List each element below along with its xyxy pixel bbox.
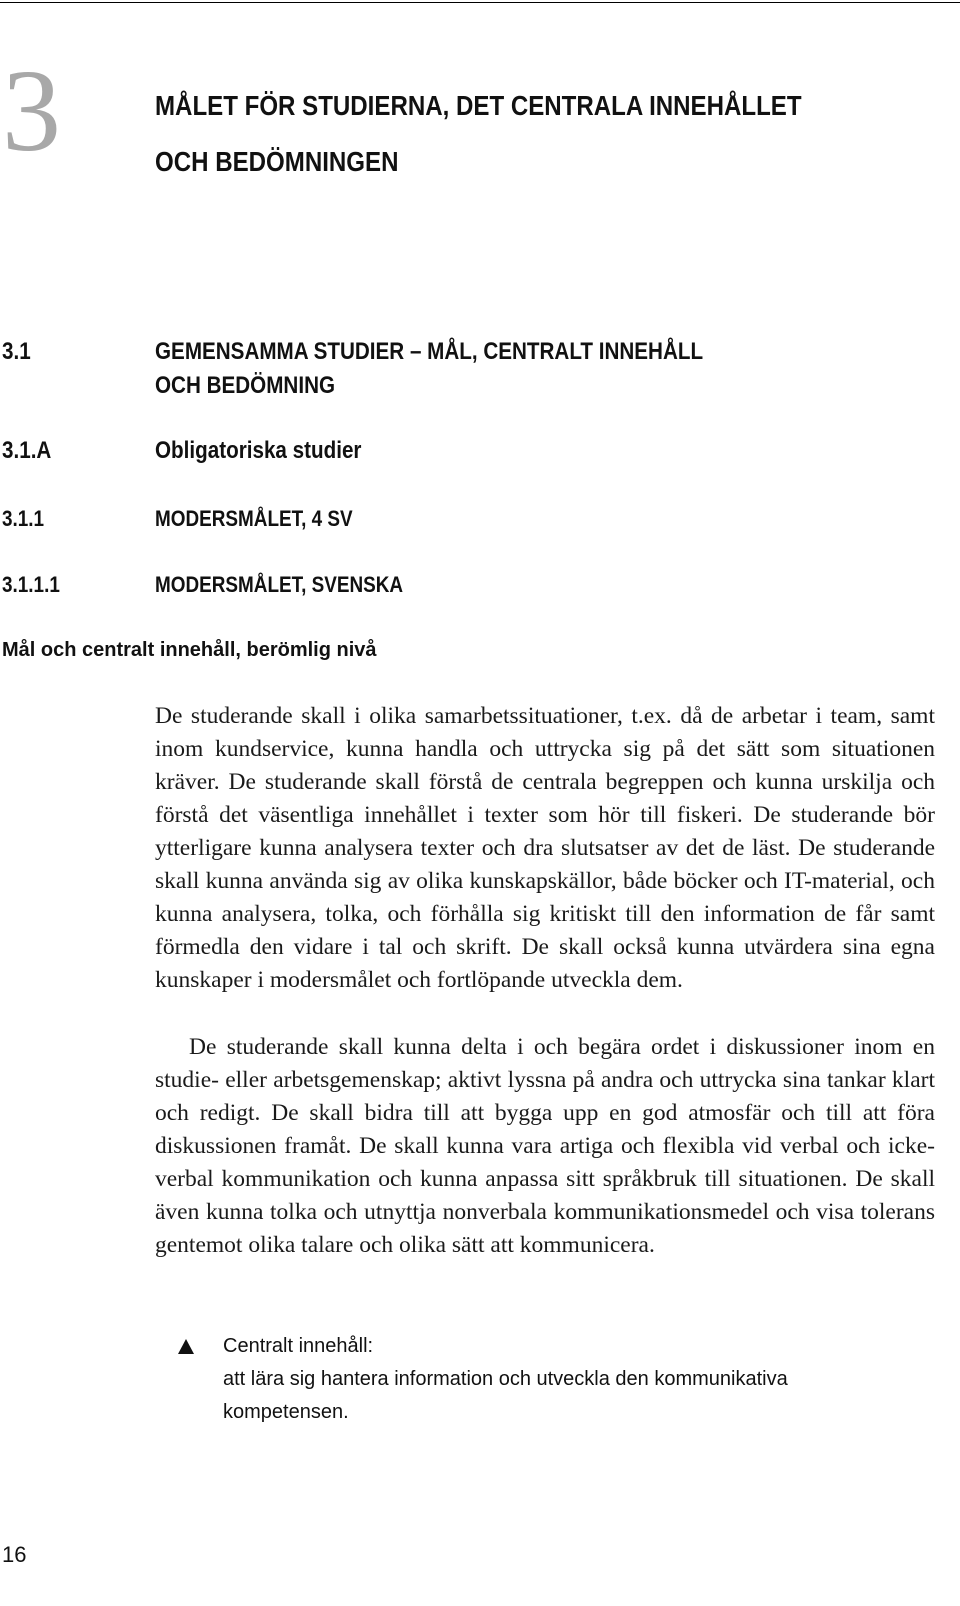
page-number: 16: [2, 1542, 27, 1567]
goal-heading: Mål och centralt innehåll, berömlig nivå: [2, 639, 377, 661]
section-number: 3.1.1.1: [2, 572, 60, 597]
section-title: GEMENSAMMA STUDIER – MÅL, CENTRALT INNEHÅLL OCH BEDÖMNING: [155, 338, 704, 399]
section-title: MODERSMÅLET, 4 SV: [155, 506, 353, 531]
chapter-number: 3: [2, 45, 61, 176]
chapter-title: MÅLET FÖR STUDIERNA, DET CENTRALA INNEHÅLLET OCH BEDÖMNINGEN: [155, 90, 802, 177]
body-paragraph-2: De studerande skall kunna delta i och begära ordet i diskussioner inom en studie- eller arbetsgemenskap; aktivt lyssna på andra och uttrycka sina tankar klart och redigt. De skall bidra till att bygga upp en god atmosfär och till att föra diskussionen framåt. De skall kunna vara artiga och flexibla vid verbal och icke-verbal kommunikation och kunna anpassa sitt språkbruk till situationen. De skall även kunna tolka och utnyttja nonverbala kommunikationsmedel och visa tolerans gentemot olika talare och olika sätt att kommunicera.: [155, 1034, 935, 1258]
central-content-text: att lära sig hantera information och utveckla den kommunikativa kompetensen.: [223, 1368, 788, 1423]
body-paragraph-1: De studerande skall i olika samarbetssituationer, t.ex. då de arbetar i team, samt inom kundservice, kunna handla och uttrycka sig på det sätt som situationen kräver. De studerande skall förstå de centrala begreppen och kunna urskilja och förstå det väsentliga innehållet i texter som hör till fiskeri. De studerande bör ytterligare kunna analysera texter och dra slutsatser av det de läst. De studerande skall kunna använda sig av olika kunskapskällor, både böcker och IT-material, och kunna analysera, tolka, och förhålla sig kritiskt till den information de får samt förmedla den vidare i tal och skrift. De skall också kunna utvärdera sina egna kunskaper i modersmålet och fortlöpande utveckla dem.: [155, 703, 935, 993]
triangle-bullet-icon: [178, 1339, 194, 1354]
top-rule: [0, 2, 960, 3]
section-title: MODERSMÅLET, SVENSKA: [155, 572, 404, 597]
section-title: Obligatoriska studier: [155, 437, 362, 464]
section-number: 3.1.1: [2, 506, 45, 531]
section-number: 3.1.A: [2, 437, 52, 464]
section-number: 3.1: [2, 338, 31, 365]
central-content-label: Centralt innehåll:: [223, 1335, 374, 1357]
